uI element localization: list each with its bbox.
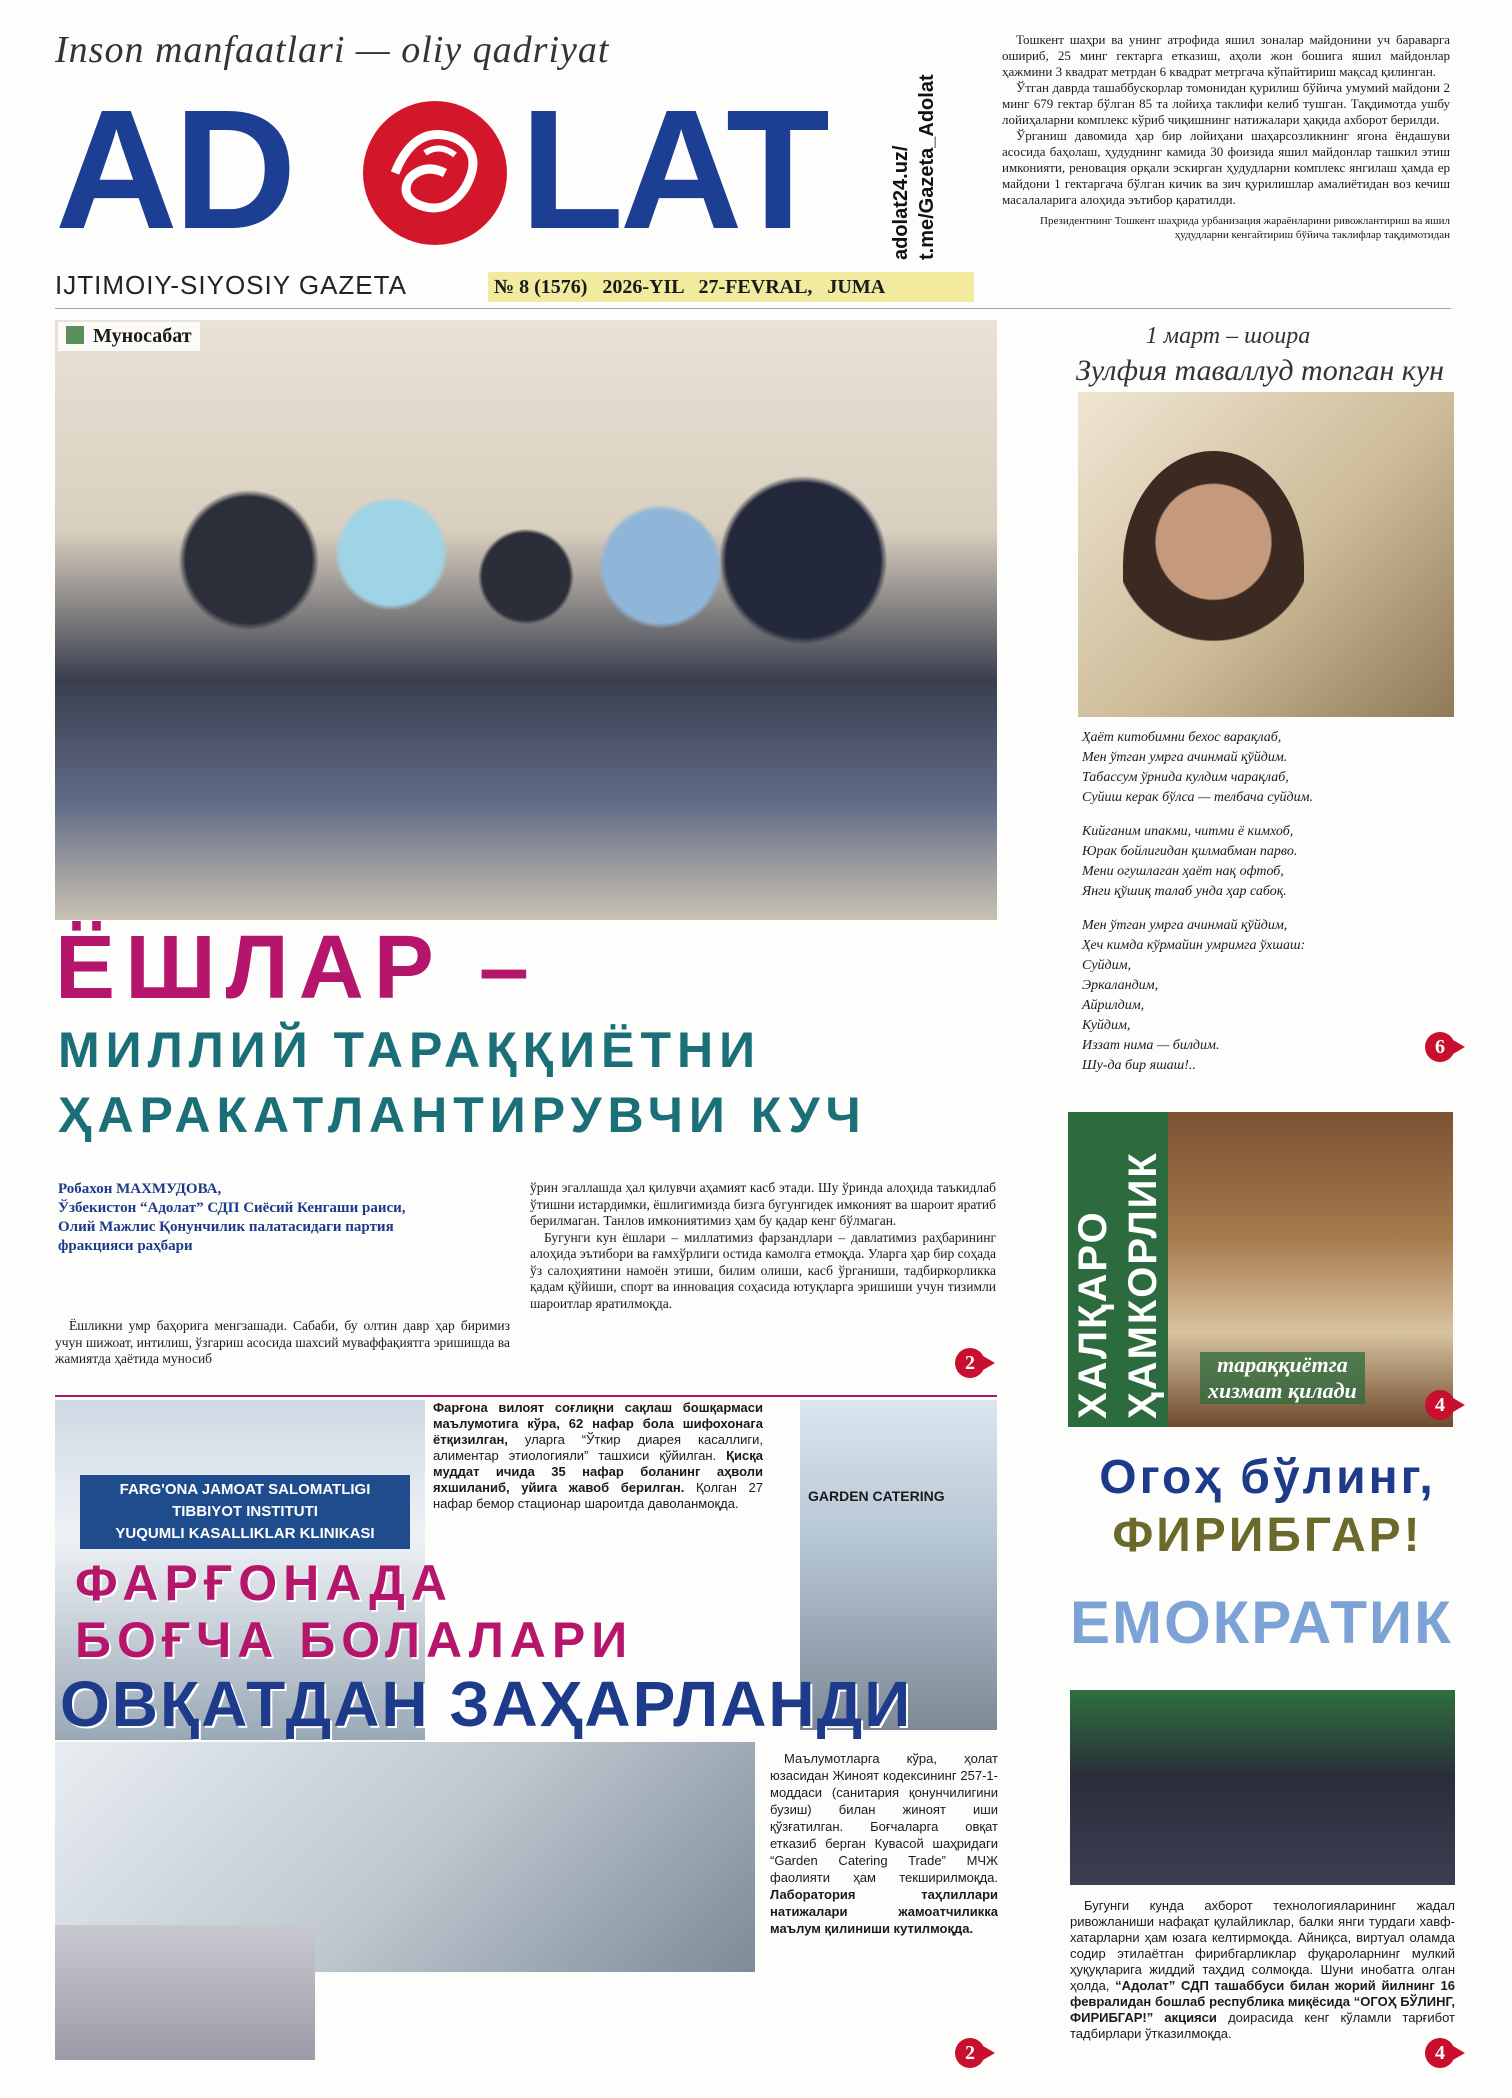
top-article: Тошкент шаҳри ва унинг атрофида яшил зоналар майдонини уч бараварга ошириб, 25 минг гектарга етказиш, аҳоли жон бошига яшил майдонлар ҳажмини 3 квадрат метрдан 6 квадрат метргача кўпайтириш мақсад қилинган. Ўтган даврда ташаббускорлар томонидан қурилиш бўйича умумий майдони 2 минг 679 гектар бўлган 85 та лойиҳа таклифи келиб тушган. Тақдимотда ушбу лойиҳаларни комплекс кўриб чиқишнинг натижалари ҳақида ахборот берилди. Ўрганиш давомида ҳар бир лойиҳани шаҳарсозликнинг ягона ёндашуви асосида баҳолаш, ҳудуднинг камида 30 фоизида яшил майдонлар ташкил этиш имконияти, реновация орқали эскирган ҳудудларни комплекс янгилаш ҳамда ер майдони 1 гектаргача бўлган кичик ва зич қурилишлар амалиётидан воз кечиш масалаларига алоҳида эътибор қаратилди. Президентнинг Тошкент шаҳрида урбанизация жараёнларини ривожлантириш ва яшил ҳудудларни кенгайтириш бўйича таклифлар тақдимотидан xyxy=(1002,32,1450,241)
poet-page-ref[interactable]: 6 xyxy=(1425,1032,1455,1062)
building-sign: GARDEN CATERING xyxy=(808,1488,945,1504)
main-headline-1: ЁШЛАР – xyxy=(55,918,539,1018)
main-col-2: ўрин эгаллашда ҳал қилувчи аҳамият касб этади. Шу ўринда алоҳида таъкидлаб ўтишни истардимки, ёшлигимизда бизга бугунгидек имконият ва шароит яратиб берилмаган. Танлов имкониятимиз ҳам бу қадар кенг бўлмаган. Бугунги кун ёшлари – миллатимиз фарзандлари – давлатимиз раҳбарининг алоҳида эътибори ва ғамхўрлиги остида камолга етмоқда. Уларга ҳар бир соҳада ўз салоҳиятини намоён этиши, билим олиши, касб ўрганиши, тадбиркорликка қадам қўйиши, спорт ва инновация соҳасида ютуқларга эришиши учун тизимли шароитлар яратилмоқда. xyxy=(530,1180,996,1311)
fraud-headline-1: Огоҳ бўлинг, xyxy=(1099,1451,1436,1504)
fergana-top-rule xyxy=(55,1395,997,1397)
issue-line: № 8 (1576) 2026-YIL 27-FEVRAL, JUMA xyxy=(488,272,974,302)
web-links xyxy=(888,45,948,260)
fraud-photo xyxy=(1070,1690,1455,1885)
poet-title-2: Зулфия таваллуд топган кун xyxy=(1075,354,1445,387)
fergana-body: Маълумотларга кўра, ҳолат юзасидан Жиноят кодексининг 257-1-моддаси (санитария қонунчилигини бузиш) билан жиноят иши қўзғатилган. Боғчаларга овқат етказиб берган Кувасой шаҳридаги “Garden Catering Trade” МЧЖ фаолияти ҳам текширилмоқда. Лаборатория таҳлиллари натижалари жамоатчиликка маълум қилиниши кутилмоқда. xyxy=(770,1751,998,1936)
cooperation-vertical: ХАЛҚАРО ҲАМКОРЛИК xyxy=(1068,1112,1178,1427)
fergana-lead: Фарғона вилоят соғлиқни сақлаш бошқармаси маълумотига кўра, 62 нафар бола шифохонага ётқизилган, уларга “Ўткир диарея касаллиги, алиментар этиологияли” ташхиси қўйилган. Қисқа муддат ичида 35 нафар боланинг аҳволи яхшиланиб, уйига жавоб берилган. Қолган 27 нафар бемор стационар шароитда даволанмоқда. xyxy=(433,1400,763,1511)
clinic-sign: FARG'ONA JAMOAT SALOMATLIGI TIBBIYOT INSTITUTI YUQUMLI KASALLIKLAR KLINIKASI xyxy=(80,1475,410,1549)
fergana-headline-3: ОВҚАТДАН ЗАҲАРЛАНДИ xyxy=(60,1668,913,1740)
site-link[interactable]: adolat24.uz/ xyxy=(890,145,912,260)
poet-portrait xyxy=(1078,392,1454,717)
rubric: Муносабат xyxy=(58,322,200,351)
main-headline-3: ҲАРАКАТЛАНТИРУВЧИ КУЧ xyxy=(58,1087,867,1143)
fraud-banner: ЕМОКРАТИК xyxy=(1070,1589,1453,1656)
fergana-headline-2: БОҒЧА БОЛАЛАРИ xyxy=(75,1612,634,1668)
fraud-headline-2: ФИРИБГАР! xyxy=(1112,1509,1423,1562)
child-photo xyxy=(55,1925,315,2060)
logo xyxy=(55,75,875,265)
main-headline-2: МИЛЛИЙ ТАРАҚҚИЁТНИ xyxy=(58,1022,762,1078)
poem: Ҳаёт китобимни бехос варақлаб, Мен ўтган умрга ачинмай қўйдим. Табассум ўрнида кулдим чарақлаб, Суйиш керак бўлса — телбача суйдим. Кийганим ипакми, читми ё кимхоб, Юрак бойлигидан қилмабман парво. Мени огушлаган ҳаёт нақ офтоб, Янги қўшиқ талаб унда ҳар сабоқ. Мен ўтган умрга ачинмай қўйдим, Ҳеч кимда кўрмайин умримга ўхшаш: Суйдим, Эркаландим, Айрилдим, Куйдим, Иззат нима — билдим. Шу-да бир яшаш!.. xyxy=(1082,730,1314,1073)
main-photo xyxy=(55,320,997,920)
rose-icon xyxy=(355,93,515,253)
logo-text-right: LAT xyxy=(520,75,826,265)
header-divider xyxy=(55,308,1451,309)
rubric-icon xyxy=(66,326,84,344)
fergana-page-ref[interactable]: 2 xyxy=(955,2038,985,2068)
subtitle: IJTIMOIY-SIYOSIY GAZETA xyxy=(55,270,407,300)
fraud-text: Бугунги кунда ахборот технологияларининг жадал ривожланиши нафақат қулайликлар, балки янги турдаги хавф-хатарларни ҳам юзага келтирмоқда. Айниқса, виртуал оламда содир этилаётган фирибгарликлар фуқароларнинг мулкий ҳуқуқларига жиддий таҳдид солмоқда. Шуни инобатга олган ҳолда, “Адолат” СДП ташаббуси билан жорий йилнинг 16 февралидан бошлаб республика миқёсида “ОГОҲ БЎЛИНГ, ФИРИБГАР!” акцияси доирасида кенг кўламли тарғибот тадбирлари ўтказилмоқда. xyxy=(1070,1898,1455,2041)
main-col-1: Ёшликни умр баҳорига менгзашади. Сабаби, бу олтин давр ҳар биримиз учун шижоат, интилиш, ўзгариш асосида шахсий муваффақиятга эришишда ва жамиятда ҳаётида муносиб xyxy=(55,1318,510,1366)
fraud-page-ref[interactable]: 4 xyxy=(1425,2038,1455,2068)
page-ref-badge[interactable]: 2 xyxy=(955,1348,985,1378)
cooperation-page-ref[interactable]: 4 xyxy=(1425,1390,1455,1420)
logo-text-left: AD xyxy=(55,75,293,265)
fergana-headline-1: ФАРҒОНАДА xyxy=(75,1555,453,1611)
author-block: Робахон МАХМУДОВА, Ўзбекистон “Адолат” СДП Сиёсий Кенгаши раиси, Олий Мажлис Қонунчилик палатасидаги партия фракцияси раҳбари xyxy=(58,1181,406,1254)
telegram-link[interactable]: t.me/Gazeta_Adolat xyxy=(916,74,938,260)
slogan: Inson manfaatlari — oliy qadriyat xyxy=(55,29,610,71)
top-article-caption: Президентнинг Тошкент шаҳрида урбанизация жараёнларини ривожлантириш ва яшил ҳудудларни кенгайтириш бўйича таклифлар тақдимотидан xyxy=(1040,215,1450,241)
cooperation-caption: тараққиётга хизмат қилади xyxy=(1200,1352,1365,1404)
poet-title-1: 1 март – шоира xyxy=(1145,323,1311,349)
